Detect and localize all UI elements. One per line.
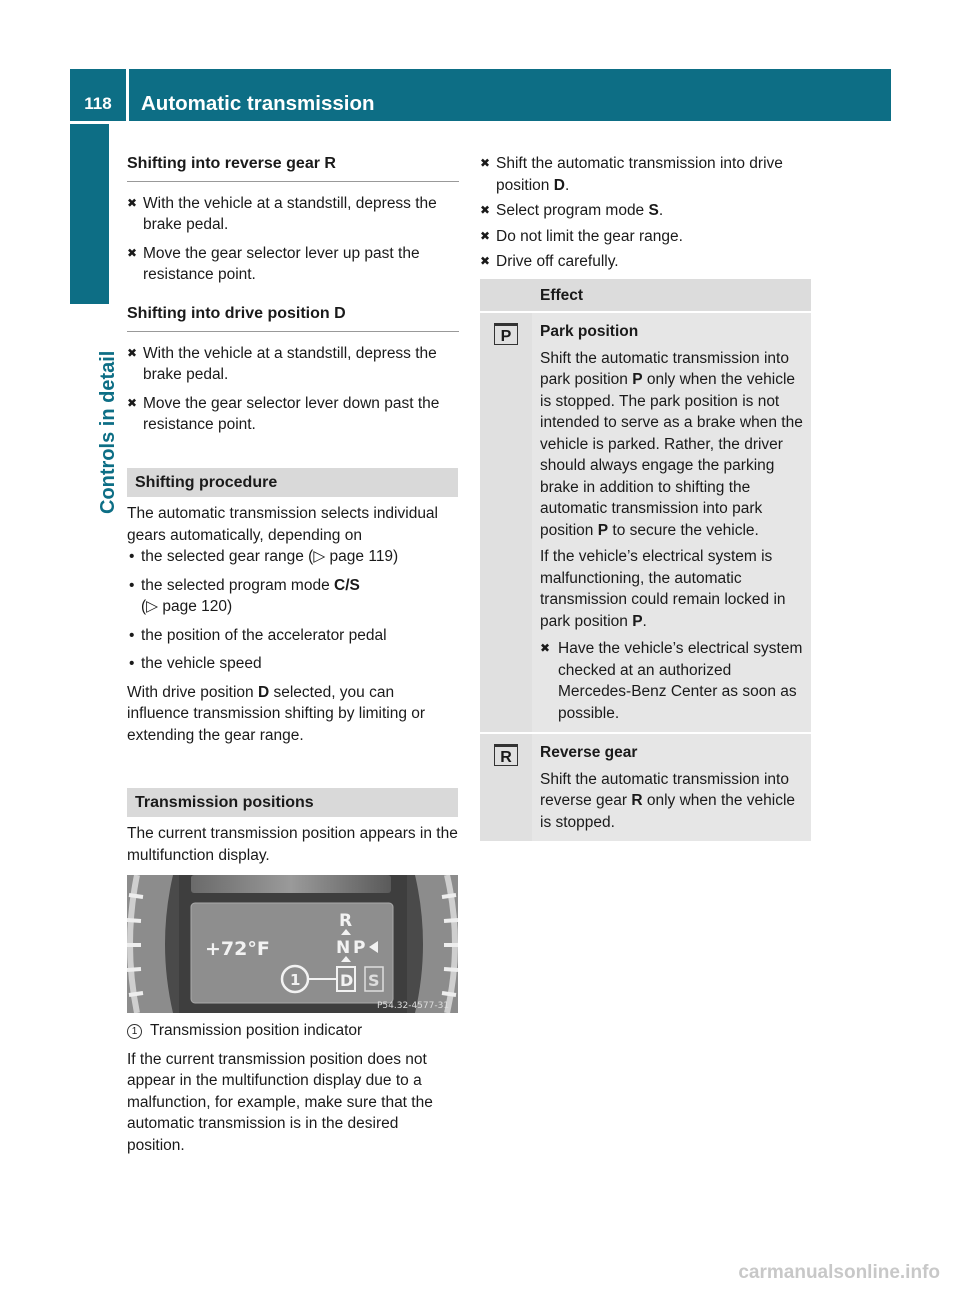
section-heading: Shifting into drive position D	[127, 305, 346, 322]
page-number: 118	[84, 94, 112, 113]
paragraph: With drive position D selected, you can influence transmission shifting by limiting or extending the gear range.	[127, 683, 426, 744]
paragraph: If the vehicle’s electrical system is malfunctioning, the automatic transmission could remain locked in park position P.	[540, 548, 786, 630]
list-item: • the selected gear range (▷ page 119)	[127, 546, 458, 568]
gear-n-label: N	[336, 938, 351, 958]
arrow-icon: ✖	[480, 228, 491, 243]
section-reverse	[127, 153, 459, 286]
section-drive	[127, 303, 459, 436]
section-positions-caption	[127, 1020, 459, 1156]
instruction-step: ✖ Shift the automatic transmission into drive position D.	[480, 155, 783, 194]
paragraph: The current transmission position appears in the multifunction display.	[127, 825, 458, 864]
instruction-step: ✖ Move the gear selector lever down past the resistance point.	[127, 394, 440, 433]
side-tab	[70, 304, 119, 524]
section-procedure	[127, 468, 458, 746]
paragraph: Shift the automatic transmission into park position P only when the vehicle is stopped. The park position is not intended to serve as a brake when the vehicle is parked. Rather, the driver should always engage the parking brake in addition to shifting the automatic transmission into park position P to secure the vehicle.	[540, 349, 803, 539]
section-heading: Shifting into reverse gear R	[127, 155, 336, 172]
section-positions	[127, 788, 458, 866]
table-header: Effect	[532, 279, 811, 311]
watermark: carmanualsonline.info	[738, 1262, 940, 1283]
row-title: Park position	[540, 323, 639, 340]
callout-number: 1	[290, 971, 301, 989]
instruction-step: ✖ Have the vehicle’s electrical system checked at an authorized Mercedes-Benz Center as soon as possible.	[540, 640, 803, 722]
arrow-icon: ✖	[540, 641, 551, 655]
bullet-icon: •	[129, 548, 135, 565]
table-row	[480, 313, 811, 732]
list-item: • the position of the accelerator pedal	[127, 625, 458, 647]
arrow-icon: ✖	[480, 203, 491, 217]
paragraph: If the current transmission position does not appear in the multifunction display due to a malfunction, for example, make sure that the automatic transmission is in the desired position.	[127, 1050, 433, 1154]
side-tab-bar	[70, 124, 109, 304]
transmission-positions-table	[480, 279, 811, 841]
table-header-row	[480, 279, 811, 311]
bullet-icon: •	[129, 576, 135, 594]
divider	[127, 331, 459, 332]
row-title: Reverse gear	[540, 744, 638, 761]
mode-s-label: S	[368, 971, 380, 990]
table-cell	[532, 313, 811, 732]
arrow-icon: ✖	[127, 195, 138, 210]
gear-d-label: D	[340, 971, 354, 990]
arrow-icon: ✖	[480, 254, 491, 268]
park-key-icon: P	[494, 323, 518, 345]
chapter-title: Automatic transmission	[141, 92, 375, 115]
divider	[127, 181, 459, 182]
instruction-step: ✖ Do not limit the gear range.	[480, 226, 814, 248]
arrow-icon: ✖	[127, 345, 138, 360]
list-item: • the selected program mode C/S (▷ page 120)	[129, 576, 360, 615]
bullet-icon: •	[129, 626, 135, 644]
reverse-key-icon: R	[494, 744, 518, 766]
side-tab-label: Controls in detail	[97, 350, 119, 514]
multifunction-display-figure	[127, 875, 458, 1013]
right-steps	[480, 153, 814, 273]
instruction-step: ✖ Drive off carefully.	[480, 251, 814, 273]
figure-caption: 1 Transmission position indicator	[127, 1020, 459, 1042]
arrow-icon: ✖	[127, 245, 138, 260]
list-item: • the vehicle speed	[127, 653, 458, 675]
instruction-step: ✖ Select program mode S.	[480, 200, 814, 222]
table-row	[480, 734, 811, 841]
instruction-step: ✖ With the vehicle at a standstill, depress the brake pedal.	[127, 194, 437, 233]
table-cell	[532, 734, 811, 841]
section-heading: Transmission positions	[127, 788, 458, 817]
paragraph: Shift the automatic transmission into reverse gear R only when the vehicle is stopped.	[540, 770, 796, 831]
section-heading: Shifting procedure	[127, 468, 458, 497]
gear-r-label: R	[339, 911, 353, 931]
figure-code: P54.32-4577-31	[377, 1001, 450, 1011]
gear-p-label: P	[353, 938, 366, 958]
arrow-icon: ✖	[127, 395, 138, 410]
instruction-step: ✖ With the vehicle at a standstill, depress the brake pedal.	[127, 344, 437, 383]
paragraph: The automatic transmission selects individual gears automatically, depending on	[127, 505, 438, 544]
instruction-step: ✖ Move the gear selector lever up past the resistance point.	[127, 244, 420, 283]
temperature-readout: +72°F	[205, 938, 270, 960]
arrow-icon: ✖	[480, 156, 491, 170]
bullet-icon: •	[129, 655, 135, 672]
callout-icon: 1	[127, 1024, 142, 1039]
